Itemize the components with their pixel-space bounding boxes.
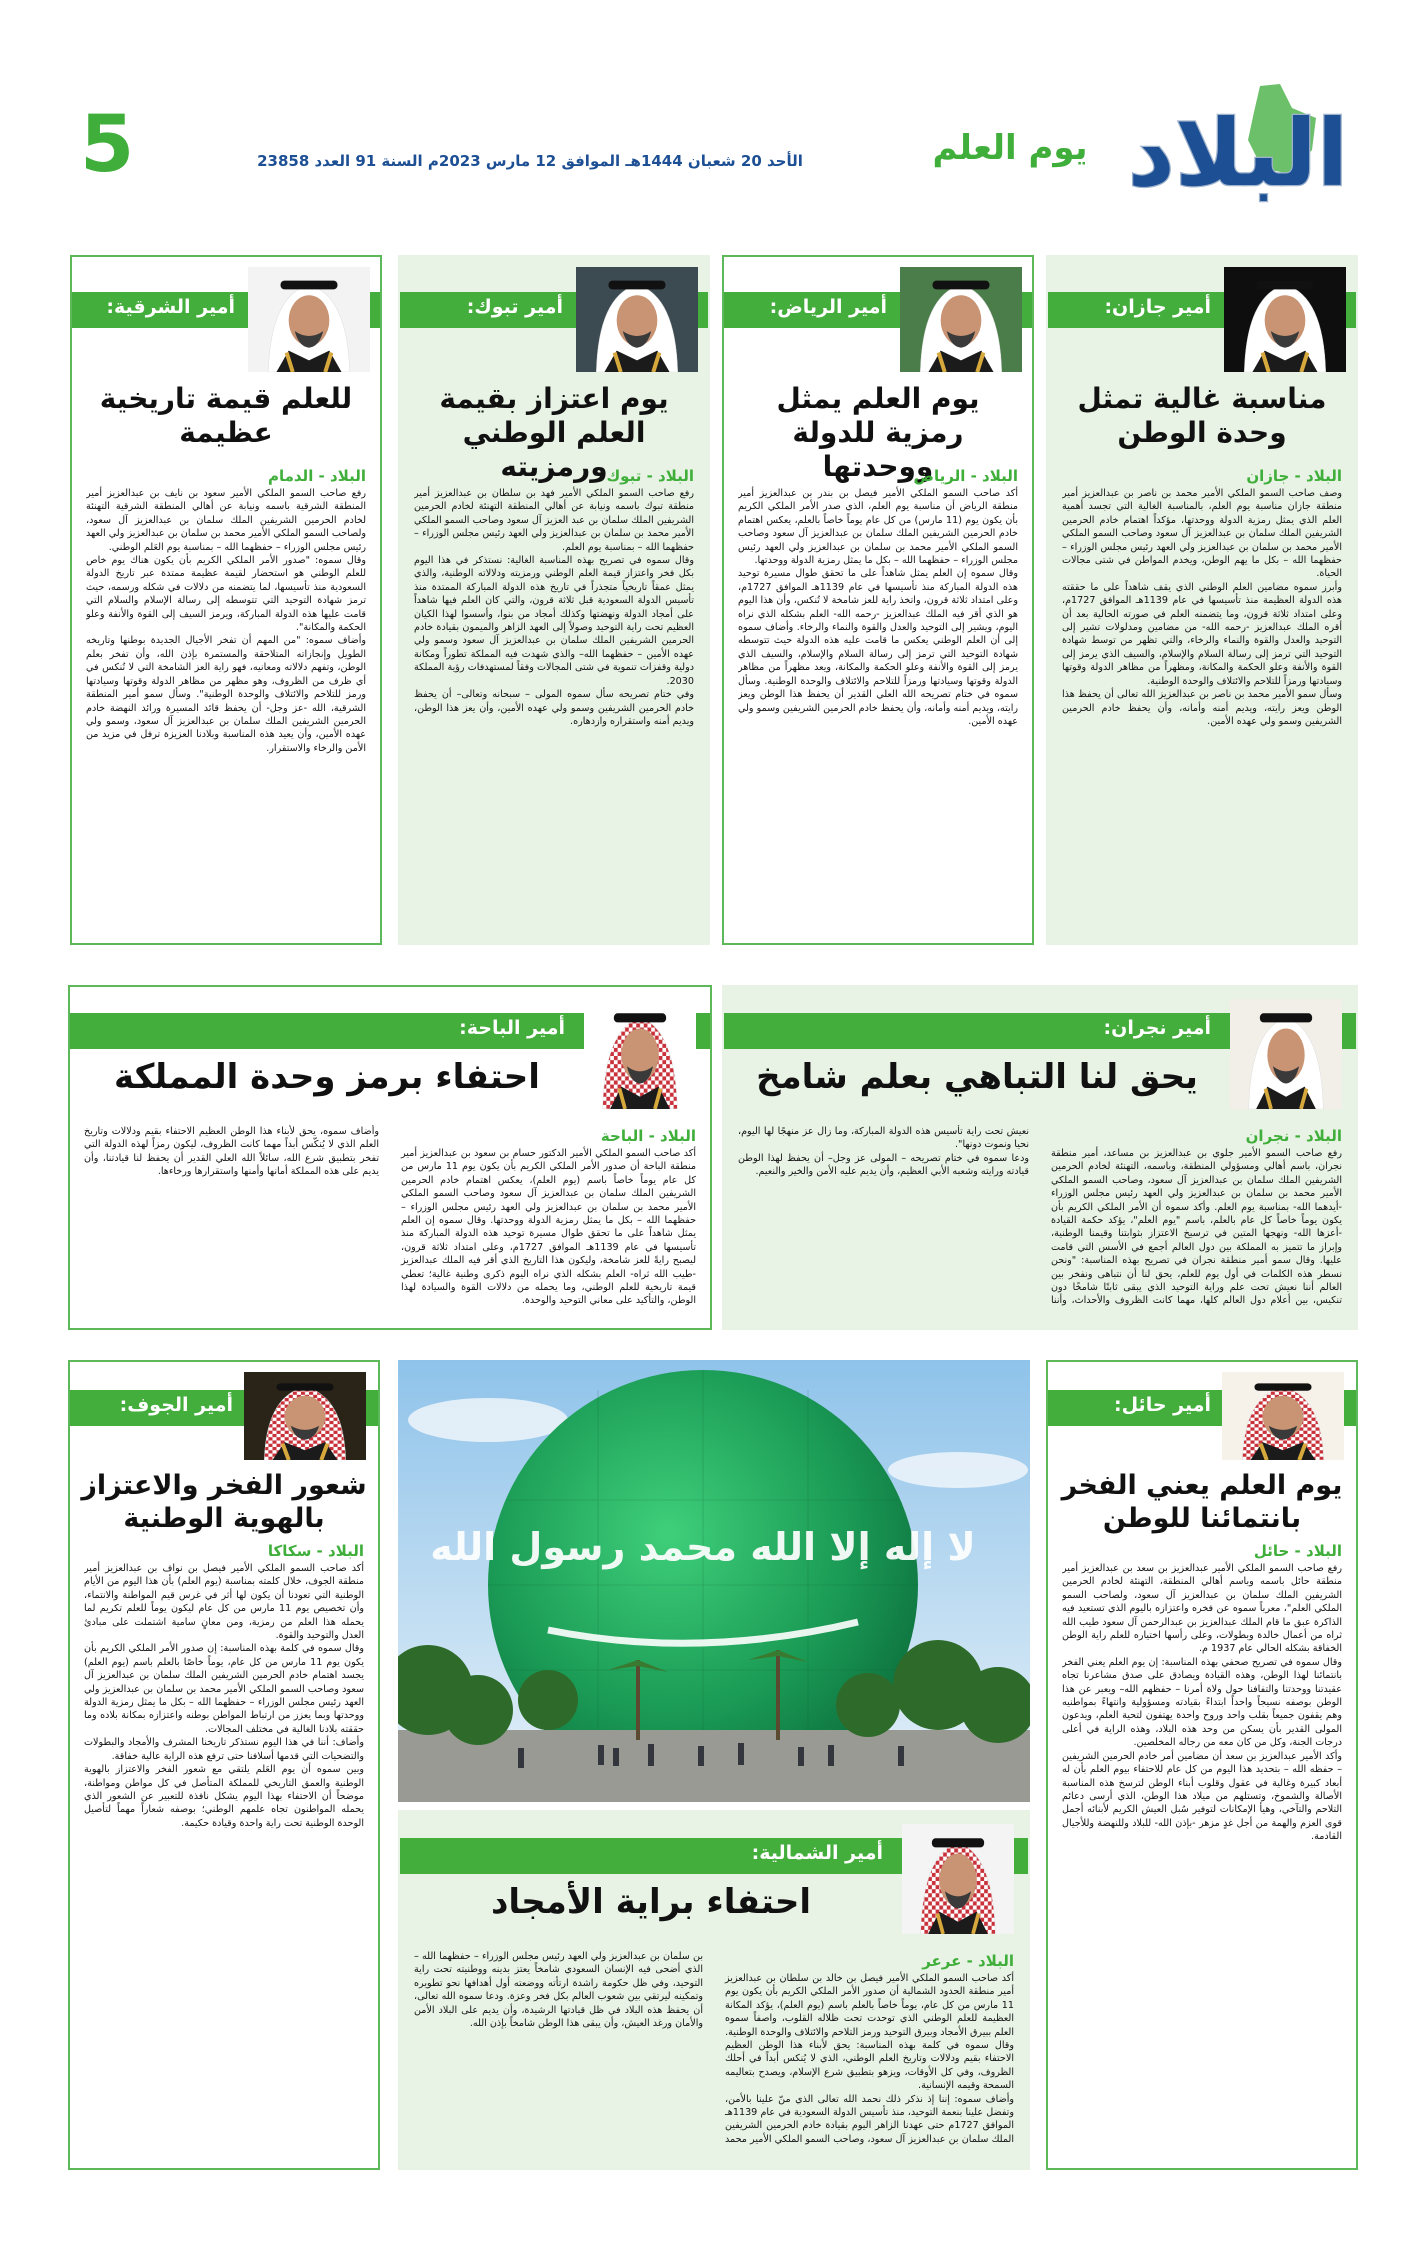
article-najran (722, 985, 1358, 1330)
article-label: أمير جازان: (1104, 296, 1211, 318)
article-headline: احتفاء براية الأمجاد (490, 1882, 812, 1922)
article-headline: يوم العلم يمثل رمزية للدولة ووحدتها (776, 382, 980, 484)
article-riyadh (722, 255, 1034, 945)
article-shamaliya (398, 1810, 1030, 2170)
article-paragraph: وأضاف سموه: "من المهم أن تفخر الأجيال الجديدة بوطنها وتاريخه الطويل وإنجازاته المتلاحقة والمستمرة بإذن الله، وأن تفخر بعلم الوطن، وتفهم دلالاته ومعانيه، فهو راية العز الشامخة التي لا تُنكس في أي ظرف من الظروف، وهو مظهر من مظاهر الدولة وقوتها وسيادتها ورمز للتلاحم والائتلاف والوحدة الوطنية". وسأل سمو أمير المنطقة الشرقية، الله -عز وجل- أن يحفظ قائد المسيرة ورائد النهضة خادم الحرمين الشريفين الملك سلمان بن عبدالعزيز آل سعود، وسمو ولي عهده الأمين، وأن يعيد هذه المناسبة وبلادنا العزيزة ترفل في مزيد من الأمن والرخاء والاستقرار. (86, 635, 366, 754)
portrait-photo (902, 1824, 1014, 1934)
article-dateline: البلاد - حائل (1253, 1542, 1342, 1560)
article-paragraph: وقال سموه في تصريح صحفي بهذه المناسبة: إن يوم العلم يعني الفخر بانتمائنا لهذا الوطن، وهذه القيادة ويصادق على صدق مشاعرنا تجاه عقيدتنا ووحدتنا والتفافنا حول ولاة أمرنا – حفظهم الله– ويعبر عن هذا الوطن بوصفه نسيجاً واحداً ابتداءً بقيادته ومسؤولية وانتهاءً بمواطنيه وهم يقفون جميعاً بقلب واحد وروح واحدة يهتفون لتحية العلم، ويدعون المولى القدير بأن يسكن من وحد هذه البلاد، وهذه الراية في أعلى درجات الجنة، وكل من كان معه من رجاله المخلصين. (1062, 1656, 1342, 1749)
portrait-photo (576, 267, 698, 372)
article-dateline: البلاد - الباحة (600, 1127, 696, 1145)
article-label: أمير نجران: (1103, 1017, 1211, 1039)
article-paragraph: ودعا سموه في ختام تصريحه – المولى عز وجل– أن يحفظ لهذا الوطن قيادته ورايته وشعبه الأبي العظيم، وأن يديم عليه الأمن والخير والنعيم. (738, 1152, 1029, 1178)
article-label: أمير الباحة: (459, 1017, 565, 1039)
article-body (414, 1950, 1014, 2158)
article-body (738, 465, 1018, 931)
article-body (1062, 465, 1342, 931)
article-paragraph: وأضاف سموه، يحق لأبناء هذا الوطن العظيم الاحتفاء بقيم ودلالات وتاريخ العلم الذي لا يُنكّس أبداً مهما كانت الظروف، ليكون رمزاً لهذه الدولة التي تفخر بتطبيق شرع الله، سائلاً الله العلي القدير أن يحفظ لنا قيادتنا، وأن يديم على هذه المملكة أمانها وأمنها واستقرارها ورخاءها. (84, 1126, 379, 1178)
article-paragraph: وأبرز سموه مضامين العلم الوطني الذي يقف شاهداً على ما حققته هذه الدولة العظيمة منذ تأسيسها في عام 1139هـ الموافق 1727م، وعلى امتداد ثلاثة قرون، وما يتضمنه العلم في صورته الحالية بعد أن أقره الملك عبدالعزيز -رحمه الله- من مضامين ومدلولات تشير إلى التوحيد والعدل والقوة والنماء والرخاء، والتي تظهر من توسط شهادة التوحيد التي ترمز إلى رسالة السلام والإسلام، والسيف الذي يرمز إلى القوة والأنفة وعلو الحكمة والمكانة، ومظهراً من مظاهر الدولة وقوتها وسيادتها ورمزاً للتلاحم والائتلاف والوحدة الوطنية. (1062, 581, 1342, 687)
article-dateline: البلاد - تبوك (606, 467, 694, 485)
page-number: 5 (80, 100, 135, 190)
article-headline: شعور الفخر والاعتزاز بالهوية الوطنية (81, 1470, 367, 1534)
article-paragraph: وبين سموه أن يوم العَلم يلتقي مع شعور الفخر والاعتزاز بالهوية الوطنية والعمق التاريخي للمملكة المتأصل في كل مواطن ومواطنة، موضحاً أن الاحتفاء بهذا اليوم يشكل نافذة للتعبير عن الشعور الذي يحمله المواطنون تجاه علمهم الوطني؛ بوصفه شعاراً مهماً لتأصيل الوحدة الوطنية تحت راية واحدة وقيادة حكيمة. (84, 1764, 364, 1829)
article-headline: يوم العلم يعني الفخر بانتمائنا للوطن (1061, 1470, 1343, 1534)
article-paragraph: رفع صاحب السمو الملكي الأمير عبدالعزيز بن سعد بن عبدالعزيز أمير منطقة حائل باسمه وباسم أهالي المنطقة، التهنئة لخادم الحرمين الشريفين الملك سلمان بن عبدالعزيز آل سعود، ولصاحب السمو الملكي العلم"، معرباً سموه عن فخره واعتزازه باليوم الذي تستعيد فيه الذاكرة عبق ما قام الملك عبدالعزيز بن عبدالرحمن آل سعود طيب الله ثراه من أعمال خالدة وبطولات، وعلى رأسها اختياره للعلم راية الوطن الخفاقة بشكله الحالي عام 1937 م. (1062, 1563, 1342, 1655)
article-paragraph: أكد صاحب السمو الملكي الأمير الدكتور حسام بن سعود بن عبدالعزيز أمير منطقة الباحة أن صدور الأمر الملكي الكريم بأن يكون يوم 11 مارس من كل عام يوماً خاصاً باسم (يوم العلم)، يعكس اهتمام خادم الحرمين الشريفين الملك سلمان بن عبدالعزيز آل سعود وصاحب السمو الملكي الأمير محمد بن سلمان بن عبدالعزيز ولي العهد رئيس مجلس الوزراء – حفظهما الله – بكل ما يمثل رمزية الدولة ووحدتها. وقال سموه إن العلم يمثل شاهداً على ما تحقق طوال مسيرة توحيد هذه الدولة المباركة منذ تأسيسها في عام 1139هـ الموافق 1727م، وعلى امتداد ثلاثة قرون، ليصبح رايةً للعز شامخة، وليكون هذا التاريخ الذي أقر فيه الملك عبدالعزيز -طيب الله ثراه- العلم بشكله الذي نراه اليوم ذكرى وطنية غالية؛ تعطي قيمة تاريخية للعلم الوطني، وما يحمله من دلالات القوة والسيادة لهذا الوطن، والتأكيد على معاني التوحيد والوحدة. (401, 1148, 696, 1307)
portrait-photo (244, 1372, 366, 1460)
article-paragraph: أكد صاحب السمو الملكي الأمير فيصل بن بندر بن عبدالعزيز أمير منطقة الرياض أن مناسبة يوم العلم، الذي صدر الأمر الملكي الكريم بأن يكون يوم (11 مارس) من كل عام يوماً خاصاً بالعلم، يعكس اهتمام خادم الحرمين الشريفين الملك سلمان بن عبدالعزيز آل سعود وصاحب السمو الملكي الأمير محمد بن سلمان بن عبدالعزيز ولي العهد رئيس مجلس الوزراء – حفظهما الله – بكل ما يمثل رمزية الدولة ووحدتها. (738, 488, 1018, 567)
article-paragraph: أكد صاحب السمو الملكي الأمير فيصل بن نواف بن عبدالعزيز أمير منطقة الجوف، خلال كلمته بمناسبة (يوم العلم) بأن هذا اليوم من الأيام الوطنية التي تعودنا أن يكون لها أثر في غرس قيم المواطنة والانتماء، وأن تخصيص يوم 11 مارس من كل عام ليكون يوماً للعلم تكريم لما يحمله هذا العلم من رمزية، ومن معانٍ سامية اشتملت على مبادئ العدل والتوحيد والقوة. (84, 1563, 364, 1642)
article-label: أمير الرياض: (769, 296, 887, 318)
article-baha (68, 985, 712, 1330)
article-paragraph: وسأل سمو الأمير محمد بن ناصر بن عبدالعزيز الله تعالى أن يحفظ هذا الوطن ويعز رايته، ويديم أمنه وأمانه، وأن يحفظ خادم الحرمين الشريفين وسمو ولي عهده الأمين. (1062, 689, 1342, 727)
article-dateline: البلاد - نجران (1245, 1127, 1342, 1145)
article-label: أمير الشمالية: (751, 1842, 883, 1864)
article-label: أمير الجوف: (119, 1394, 233, 1416)
article-body (84, 1540, 364, 2156)
flag-sphere-photo (398, 1360, 1030, 1802)
portrait-photo (1230, 999, 1342, 1109)
article-paragraph: وقال سموه في كلمة بهذه المناسبة: إن صدور الأمر الملكي الكريم بأن يكون يوم 11 مارس من كل عام، يوماً خاصًا بالعلم باسم (يوم العلم) يجسد اهتمام خادم الحرمين الشريفين الملك سلمان بن عبدالعزيز آل سعود وصاحب السمو الملكي الأمير محمد بن سلمان بن عبدالعزيز ولي العهد رئيس مجلس الوزراء – حفظهما الله – بكل ما يمثل رمزية الدولة ووحدتها وبما يعزز من ارتباط المواطن بوطنه واعتزازه بمكانة بلاده وما حققته بلادنا الغالية في مختلف المجالات. (84, 1643, 364, 1735)
portrait-photo (900, 267, 1022, 372)
article-headline: احتفاء برمز وحدة المملكة (114, 1057, 540, 1097)
article-sharqiya (70, 255, 382, 945)
article-hail (1046, 1360, 1358, 2170)
portrait-photo (584, 999, 696, 1109)
article-paragraph: وأضاف سموه: إننا إذ نذكر ذلك نحمد الله تعالى الذي منّ علينا بالأمن، وتفضل علينا بنعمة التوحيد، منذ تأسيس الدولة السعودية في عام 1139هـ الموافق 1727م حتى عهدنا الزاهر اليوم بقيادة خادم الحرمين الشريفين الملك سلمان بن عبدالعزيز آل سعود، وصاحب السمو الملكي الأمير محمد بن سلمان بن عبدالعزيز ولي العهد رئيس مجلس الوزراء – حفظهما الله – الذي أضحى فيه الإنسان السعودي شامخاً يعتز بدينه ووطنيته تحت راية التوحيد، وفي ظل حكومة راشدة ارتأته ووضعته أول أهدافها نحو تطويره وتمكينه ليرتقي بين شعوب العالم بكل فخر وعزة. ودعا سموه الله تعالى، أن يحفظ هذه البلاد في ظل قيادتها الرشيدة، وأن يديم على البلاد الأمن والأمان ورغد العيش، وأن يبقى هذا الوطن شامخاً بإذن الله. (414, 1951, 1014, 2145)
portrait-photo (1222, 1372, 1344, 1460)
issue-date-line: الأحد 20 شعبان 1444هـ الموافق 12 مارس 2023م السنة 91 العدد 23858 (257, 152, 803, 170)
article-body (84, 1125, 696, 1318)
article-tabuk (398, 255, 710, 945)
article-paragraph: وأضاف: أننا في هذا اليوم نستذكر تاريخنا المشرف والأمجاد والبطولات والتضحيات التي قدمها أسلافنا حتى ترفع هذه الراية عالية خفاقة. (84, 1737, 364, 1762)
article-dateline: البلاد - الرياض (913, 467, 1018, 485)
article-paragraph: وقال سموه إن العلم يمثل شاهداً على ما تحقق طوال مسيرة توحيد هذه الدولة المباركة منذ تأسيسها في عام 1139هـ الموافق 1727م، وعلى امتداد ثلاثة قرون، واتخذ راية للعز شامخة لا تُنكس، وأن هذا اليوم هو الذي أقر فيه الملك عبدالعزيز -رحمه الله- العلم بشكله الذي نراه اليوم، ويشير إلى التوحيد والعدل والقوة والنماء والرخاء. وأضاف سموه إلى أن العلم الوطني يعكس ما قامت عليه هذه الدولة حيث تتوسطه شهادة التوحيد التي ترمز إلى رسالة السلام والإسلام، والسيف الذي يرمز إلى القوة والأنفة وعلو الحكمة والمكانة، ويعد مظهراً من مظاهر الدولة وقوتها وسيادتها ورمزاً للتلاحم والائتلاف والوحدة الوطنية. وسأل سموه في ختام تصريحه الله العلي القدير أن يحفظ هذا الوطن ويعز رايته، ويديم أمنه وأمانه، وأن يحفظ خادم الحرمين الشريفين وسمو ولي عهده الأمين. (738, 568, 1018, 727)
article-body (86, 465, 366, 931)
article-body (414, 465, 694, 931)
article-paragraph: رفع صاحب السمو الملكي الأمير سعود بن نايف بن عبدالعزيز أمير المنطقة الشرقية باسمه ونيابة عن أهالي المنطقة الشرقية التهنئة لخادم الحرمين الشريفين الملك سلمان بن عبدالعزيز آل سعود، ولصاحب السمو الملكي الأمير محمد بن سلمان بن عبدالعزيز ولي العهد رئيس مجلس الوزراء – حفظهما الله – بمناسبة يوم العَلم الوطني. (86, 488, 366, 553)
article-paragraph: رفع صاحب السمو الأمير جلوي بن عبدالعزيز بن مساعد، أمير منطقة نجران، باسم أهالي ومسؤولي المنطقة، وباسمه، التهنئة لخادم الحرمين الشريفين الملك سلمان بن عبدالعزيز آل سعود، وصاحب السمو الملكي الأمير محمد بن سلمان بن عبدالعزيز ولي العهد رئيس مجلس الوزراء -أيدهما الله- بمناسبة يوم العلم. وأكد سموه أن الأمر الملكي الكريم بأن يكون يوماً خاصاً كل عام بالعلم، باسم "يوم العلم"، يؤكد حكمة القيادة -أعزها الله- ونهجها المتين في ترسيخ الاعتزاز بثوابتنا وقيمنا الوطنية، وإبراز ما تتميز به المملكة بين دول العالم أجمع في الأسس التي قامت عليها. وقال سمو أمير منطقة نجران في تصريح بهذه المناسبة: "ونحن نسطر هذه الكلمات في أول يوم للعلم، يحق لنا أن نتباهى ونفخر بين العالم أننا نعيش تحت علم وراية التوحيد الذي يبقى ثابتًا شامخًا دون تنكيس، بين أعلام دول العالم كلها، مهما كانت الظروف والأحداث، وأننا نعيش تحت راية تأسيس هذه الدولة المباركة، وما زال عز منهجًا لها اليوم، نحيا ونموت دونها". (738, 1126, 1342, 1307)
article-headline: مناسبة غالية تمثل وحدة الوطن (1077, 382, 1327, 450)
article-paragraph: وقال سموه: "صدور الأمر الملكي الكريم بأن يكون هناك يوم خاص للعلم الوطني هو استحضار لقيمة عظيمة ممتدة عبر تاريخ الدولة السعودية منذ تأسيسها، لما يتضمنه من دلالات في شكله ورسمه، حيث ترمز شهادة التوحيد التي تتوسطه إلى رسالة الإسلام والسلام التي قامت عليها هذه الدولة المباركة، ويرمز السيف إلى القوة والأنفة وعلو الحكمة والمكانة". (86, 555, 366, 634)
article-headline: يحق لنا التباهي بعلم شامخ (756, 1057, 1198, 1097)
logo-wordmark: البلاد (1127, 100, 1349, 207)
article-body (1062, 1540, 1342, 2156)
section-title: يوم العلم (932, 128, 1088, 168)
article-paragraph: أكد صاحب السمو الملكي الأمير فيصل بن خالد بن سلطان بن عبدالعزيز أمير منطقة الحدود الشمالية أن صدور الأمر الملكي الكريم بأن يكون يوم 11 مارس من كل عام، يوماً خاصاً بالعلم باسم (يوم العلم)، يؤكد المكانة العظيمة للعلم الوطني الذي توحدت تحت ظلاله القلوب، واصفاً سموه العلم ببيرق الأمجاد وبيرق التوحيد ورمز التلاحم والائتلاف والوحدة الوطنية. (725, 1973, 1014, 2038)
portrait-photo (248, 267, 370, 372)
article-paragraph: وصف صاحب السمو الملكي الأمير محمد بن ناصر بن عبدالعزيز أمير منطقة جازان مناسبة يوم العلم، بالمناسبة الغالية التي تجسد أهمية العلم الذي يمثل رمزية الدولة ووحدتها، مؤكداً اهتمام خادم الحرمين الشريفين الملك سلمان بن عبدالعزيز آل سعود وصاحب السمو الملكي الأمير محمد بن سلمان بن عبدالعزيز ولي العهد رئيس مجلس الوزراء – حفظهما الله – بكل ما يهم الوطن، ويخدم المواطن في شتى مجالات الحياة. (1062, 488, 1342, 580)
article-label: أمير الشرقية: (106, 296, 235, 318)
article-dateline: البلاد - سكاكا (267, 1542, 364, 1560)
article-paragraph: وقال سموه في كلمة بهذه المناسبة: يحق لأبناء هذا الوطن العظيم الاحتفاء بقيم ودلالات وتاريخ العلم الوطني، الذي لا يُنكس أبداً في أحلك الظروف، وفي كل الأوقات، ويزهو بتطبيق شرع الإسلام، ويصدح بتعاليمه السمحة وقيمه الإنسانية. (725, 2040, 1014, 2092)
article-paragraph: رفع صاحب السمو الملكي الأمير فهد بن سلطان بن عبدالعزيز أمير منطقة تبوك باسمه ونيابة عن أهالي المنطقة التهنئة لخادم الحرمين الشريفين الملك سلمان بن عبد العزيز آل سعود وصاحب السمو الملكي الأمير محمد بن سلمان بن عبدالعزيز ولي العهد رئيس مجلس الوزراء – حفظهما الله – بمناسبة يوم العلم. (414, 488, 694, 553)
flag-inscription: لا إله إلا الله محمد رسول الله (430, 1525, 976, 1569)
article-jazan (1046, 255, 1358, 945)
article-label: أمير حائل: (1114, 1394, 1211, 1416)
article-dateline: البلاد - عرعر (922, 1952, 1014, 1970)
article-headline: للعلم قيمة تاريخية عظيمة (99, 382, 353, 450)
article-label: أمير تبوك: (466, 296, 563, 318)
article-headline: يوم اعتزاز بقيمة العلم الوطني ورمزيته (439, 382, 669, 484)
portrait-photo (1224, 267, 1346, 372)
article-body (738, 1125, 1342, 1318)
article-jouf (68, 1360, 380, 2170)
article-dateline: البلاد - جازان (1246, 467, 1342, 485)
article-paragraph: وقال سموه في تصريح بهذه المناسبة الغالية: نستذكر في هذا اليوم بكل فخر واعتزاز قيمة العلم الوطني ورمزيته ودلالاته الوطنية، والذي يمثل عمقاً تاريخياً متجذراً في تاريخ هذه الدولة المباركة الممتدة منذ تأسيس الدولة السعودية قبل ثلاثة قرون، والتي كان العلم فيها شاهداً على أمجاد الدولة ونهضتها وكذلك أمجاد من بنوا، وأسسوا لهذا الكيان العظيم تحت راية التوحيد وصولاً إلى العهد الزاهر والميمون بقيادة خادم الحرمين الشريفين الملك سلمان بن عبدالعزيز آل سعود وسمو ولي عهده الأمين – حفظهما الله– والذي شهدت فيه المملكة تطوراً ومكانة دولية وقفزات تنموية في شتى المجالات وفقاً لمستهدفات رؤية المملكة 2030. (414, 555, 694, 687)
article-dateline: البلاد - الدمام (267, 467, 366, 485)
newspaper-logo (1110, 80, 1365, 205)
article-paragraph: وأكد الأمير عبدالعزيز بن سعد أن مضامين أمر خادم الحرمين الشريفين – حفظه الله – بتحديد هذا اليوم من كل عام للاحتفاء بيوم العلم بأن له أبعاد كبيرة وغالية في عقول وقلوب أبناء الوطن لترسخ هذه المناسبة الأصالة والشموخ، وتستلهم من ميلاد هذا الوطن، الذي أرسى دعائم التلاحم والتآخي، وهيأ الإمكانات لتوفير سُبل العيش الكريم لأبنائه أجمل قوى العزم والهمة من أجل غدٍ مزهر -بإذن الله- للبلاد وللنهضة وللأجيال القادمة. (1062, 1750, 1342, 1843)
article-paragraph: وفي ختام تصريحه سأل سموه المولى – سبحانه وتعالى– أن يحفظ خادم الحرمين الشريفين وسمو ولي عهده الأمين، وأن يعز هذا الوطن، ويديم أمنه واستقراره وازدهاره. (414, 689, 694, 727)
